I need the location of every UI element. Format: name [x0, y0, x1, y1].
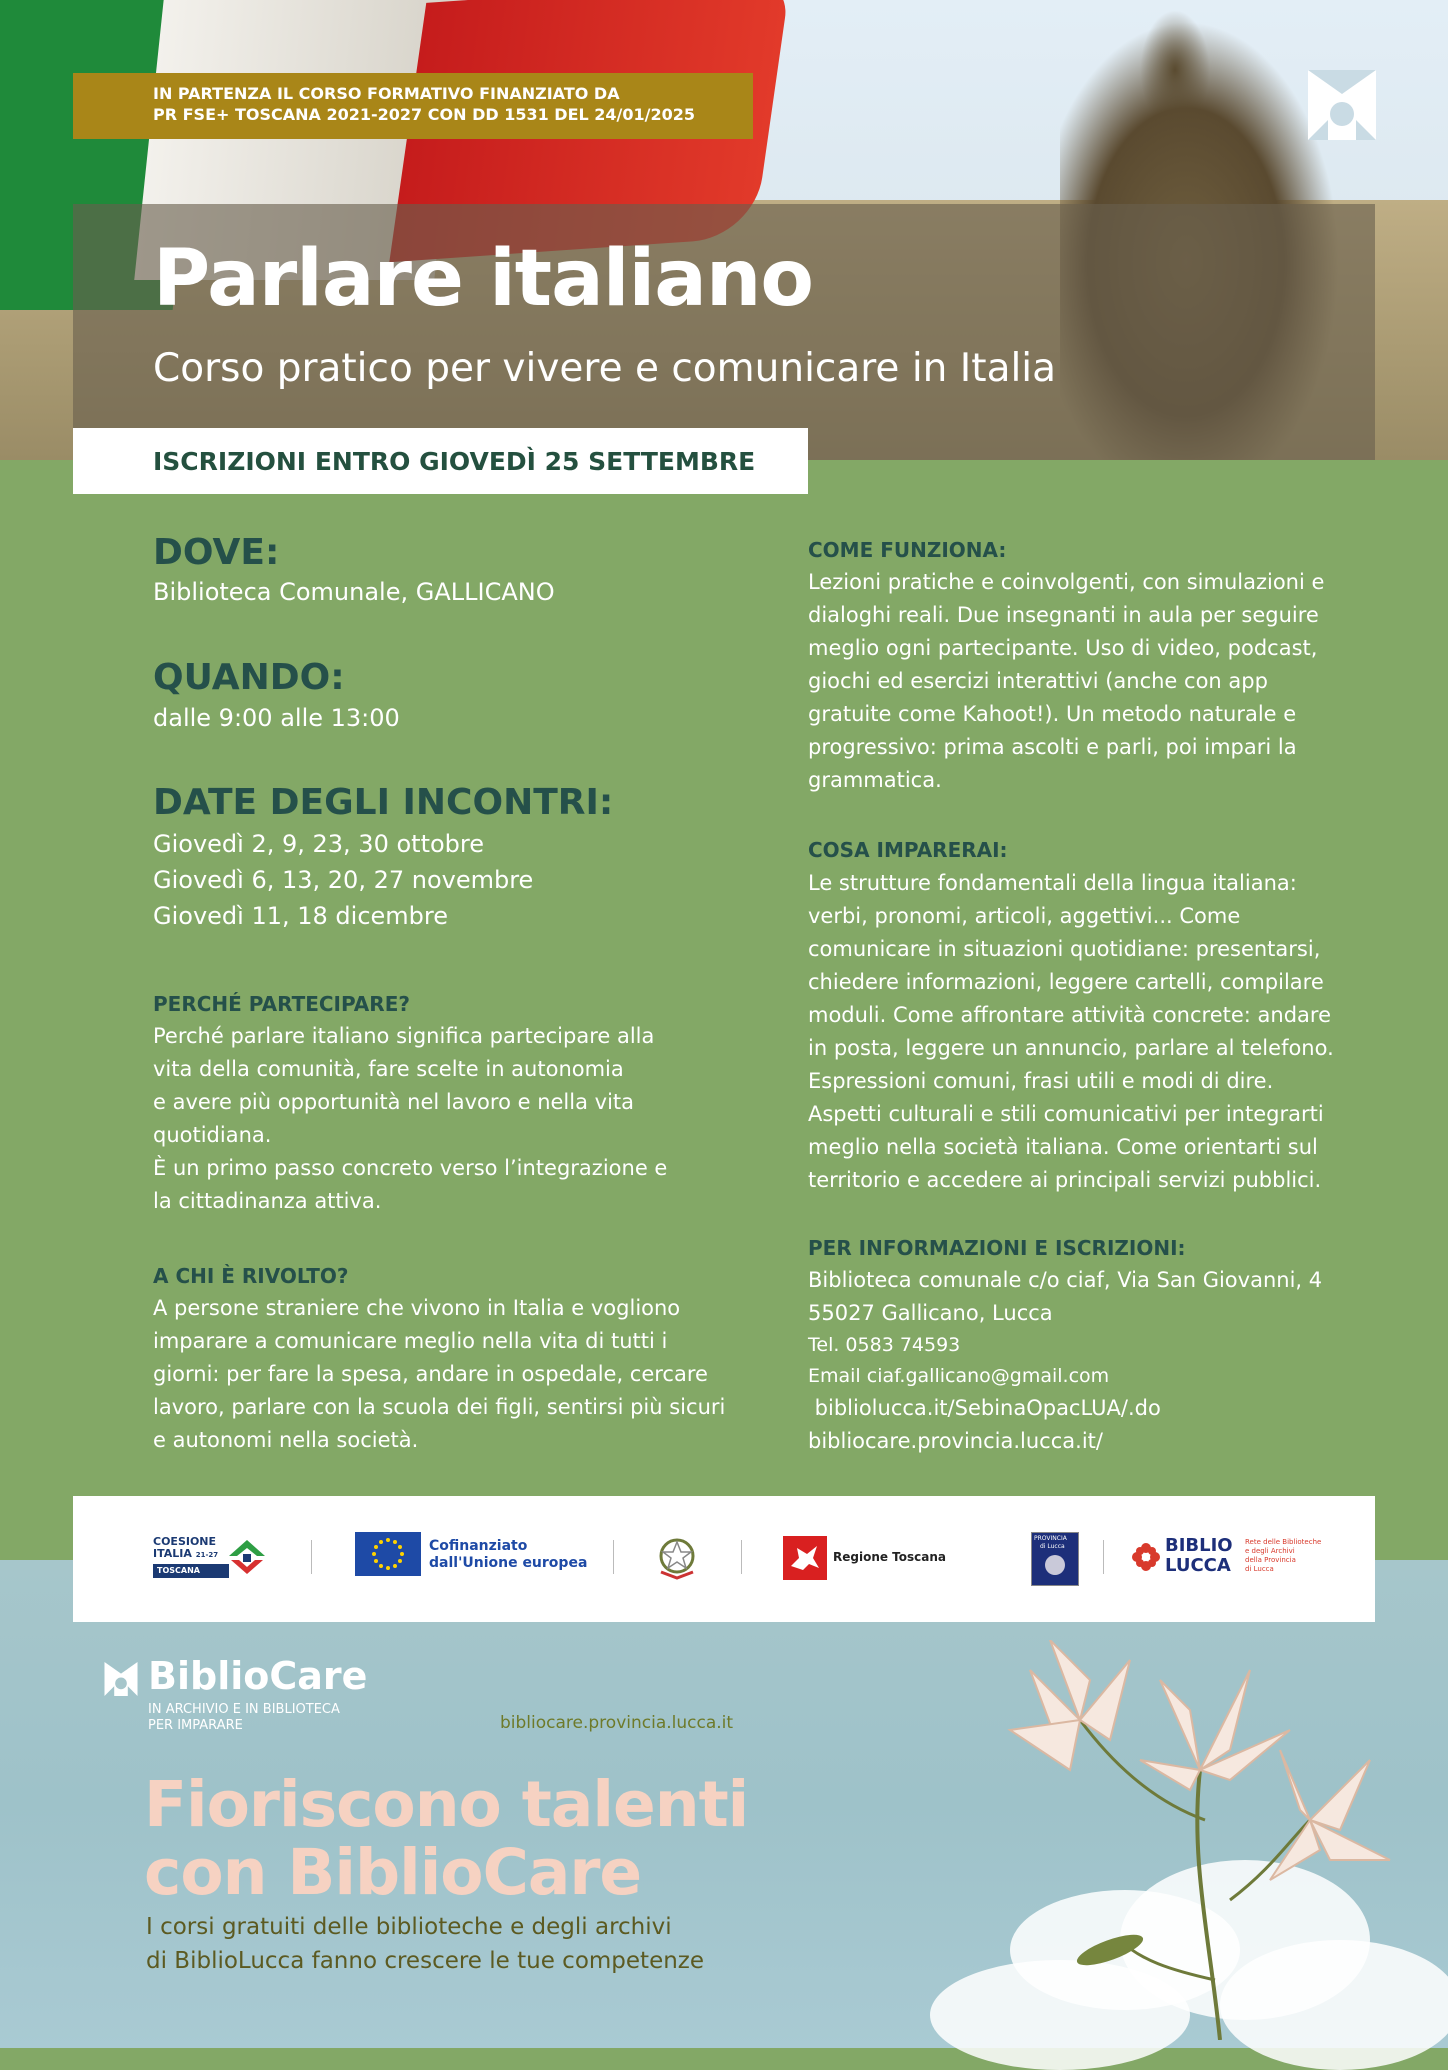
coesione-region: TOSCANA	[153, 1564, 229, 1578]
achi-line: lavoro, parlare con la scuola dei figli, sentirsi più sicuri	[153, 1395, 726, 1419]
info-link-opac[interactable]: bibliolucca.it/SebinaOpacLUA/.do	[808, 1396, 1161, 1420]
slogan-line1: Fioriscono talenti	[144, 1768, 749, 1841]
cosa-line: comunicare in situazioni quotidiane: presentarsi,	[808, 937, 1321, 961]
come-heading: COME FUNZIONA:	[808, 538, 1007, 562]
info-phone: Tel. 0583 74593	[808, 1334, 961, 1356]
come-line: giochi ed esercizi interattivi (anche con app	[808, 669, 1268, 693]
bibliolucca-logo	[1131, 1534, 1331, 1582]
cosa-line: territorio e accedere ai principali servizi pubblici.	[808, 1168, 1322, 1192]
cosa-line: Le strutture fondamentali della lingua italiana:	[808, 871, 1297, 895]
footer-subtitle-line1: I corsi gratuiti delle biblioteche e degli archivi	[146, 1914, 672, 1940]
slogan-line2: con BiblioCare	[144, 1836, 642, 1909]
pegasus-icon	[783, 1536, 827, 1580]
eu-cofinanced-logo	[355, 1532, 588, 1580]
info-address-line1: Biblioteca comunale c/o ciaf, Via San Giovanni, 4	[808, 1268, 1323, 1292]
cosa-line: chiedere informazioni, leggere cartelli, compilare	[808, 970, 1324, 994]
page-title: Parlare italiano	[153, 234, 813, 324]
achi-line: imparare a comunicare meglio nella vita di tutti i	[153, 1329, 668, 1353]
coesione-italia-label: ITALIA	[153, 1547, 192, 1560]
provincia-crest-icon	[1045, 1555, 1065, 1575]
perche-line: vita della comunità, fare scelte in autonomia	[153, 1057, 624, 1081]
come-line: progressivo: prima ascolti e parli, poi impari la	[808, 735, 1297, 759]
achi-text	[153, 1292, 725, 1457]
come-line: Lezioni pratiche e coinvolgenti, con simulazioni e	[808, 570, 1325, 594]
eu-flag-icon	[355, 1532, 421, 1576]
bibliolucca-tagline: della Provincia	[1245, 1556, 1296, 1564]
bibliocare-tagline-2: PER IMPARARE	[148, 1718, 243, 1733]
date-line-november: Giovedì 6, 13, 20, 27 novembre	[153, 866, 534, 894]
dove-heading: DOVE:	[153, 532, 280, 573]
info-link-bibliocare[interactable]: bibliocare.provincia.lucca.it/	[808, 1429, 1103, 1453]
quando-text: dalle 9:00 alle 13:00	[153, 704, 400, 732]
provincia-label: PROVINCIA	[1034, 1535, 1067, 1542]
date-list	[153, 826, 533, 934]
logo-separator	[613, 1540, 614, 1574]
logo-separator	[741, 1540, 742, 1574]
cosa-line: Espressioni comuni, frasi utili e modi di dire.	[808, 1069, 1274, 1093]
logo-separator	[1103, 1540, 1104, 1574]
eu-label-line1: Cofinanziato	[429, 1538, 528, 1554]
come-line: dialoghi reali. Due insegnanti in aula per seguire	[808, 603, 1319, 627]
achi-line: giorni: per fare la spesa, andare in ospedale, cercare	[153, 1362, 708, 1386]
italian-republic-emblem-icon	[655, 1534, 699, 1580]
date-heading: DATE DEGLI INCONTRI:	[153, 782, 614, 823]
cosa-heading: COSA IMPARERAI:	[808, 838, 1008, 862]
perche-heading: PERCHÉ PARTECIPARE?	[153, 992, 410, 1016]
footer-subtitle-line2: di BiblioLucca fanno crescere le tue competenze	[146, 1948, 705, 1974]
cosa-line: meglio nella società italiana. Come orientarti sul	[808, 1135, 1318, 1159]
quando-heading: QUANDO:	[153, 657, 345, 698]
date-line-december: Giovedì 11, 18 dicembre	[153, 902, 448, 930]
come-line: gratuite come Kahoot!). Un metodo naturale e	[808, 702, 1297, 726]
sponsor-logo-strip	[73, 1496, 1375, 1622]
dove-text: Biblioteca Comunale, GALLICANO	[153, 578, 555, 606]
bibliolucca-tagline: e degli Archivi	[1245, 1547, 1295, 1555]
registration-deadline	[73, 428, 808, 494]
provincia-sublabel: di Lucca	[1040, 1543, 1065, 1550]
eu-label-line2: dall'Unione europea	[429, 1555, 588, 1571]
perche-text	[153, 1020, 667, 1218]
perche-line: la cittadinanza attiva.	[153, 1189, 382, 1213]
bibliocare-url[interactable]: bibliocare.provincia.lucca.it	[500, 1713, 734, 1733]
regione-toscana-logo	[783, 1536, 947, 1580]
coesione-label: COESIONE	[153, 1535, 217, 1548]
cosa-line: moduli. Come affrontare attività concrete: andare	[808, 1003, 1331, 1027]
coesione-arrows-icon	[227, 1536, 267, 1578]
bibliolucca-tagline: di Lucca	[1245, 1565, 1274, 1573]
come-line: meglio ogni partecipante. Uso di video, podcast,	[808, 636, 1318, 660]
info-email[interactable]: Email ciaf.gallicano@gmail.com	[808, 1365, 1110, 1387]
book-flowers-illustration	[990, 1640, 1410, 2040]
achi-line: A persone straniere che vivono in Italia e vogliono	[153, 1296, 681, 1320]
cosa-line: verbi, pronomi, articoli, aggettivi... Come	[808, 904, 1241, 928]
logo-separator	[311, 1540, 312, 1574]
bibliolucca-label-line2: LUCCA	[1165, 1555, 1231, 1576]
perche-line: quotidiana.	[153, 1123, 272, 1147]
bibliolucca-label-line1: BIBLIO	[1165, 1535, 1233, 1556]
bibliocare-mark-icon	[104, 1662, 138, 1696]
achi-line: e autonomi nella società.	[153, 1428, 419, 1452]
date-line-october: Giovedì 2, 9, 23, 30 ottobre	[153, 830, 484, 858]
funding-banner-line2: PR FSE+ TOSCANA 2021-2027 CON DD 1531 DEL 24/01/2025	[153, 105, 696, 124]
provincia-lucca-logo	[1031, 1532, 1079, 1586]
achi-heading: A CHI È RIVOLTO?	[153, 1264, 349, 1288]
come-line: grammatica.	[808, 768, 942, 792]
page-subtitle: Corso pratico per vivere e comunicare in Italia	[153, 346, 1057, 391]
flower-icon	[1131, 1542, 1161, 1572]
statue-rider	[1140, 10, 1210, 130]
bibliocare-brand: BiblioCare	[148, 1654, 368, 1698]
perche-line: È un primo passo concreto verso l’integrazione e	[153, 1156, 668, 1180]
cosa-text	[808, 867, 1334, 1197]
info-address-line2: 55027 Gallicano, Lucca	[808, 1301, 1053, 1325]
perche-line: e avere più opportunità nel lavoro e nella vita	[153, 1090, 635, 1114]
funding-banner	[73, 73, 753, 139]
come-text	[808, 566, 1324, 797]
coesione-italia-logo	[153, 1536, 273, 1582]
info-heading: PER INFORMAZIONI E ISCRIZIONI:	[808, 1236, 1186, 1260]
bibliocare-tagline-1: IN ARCHIVIO E IN BIBLIOTECA	[148, 1702, 340, 1717]
registration-deadline-text: ISCRIZIONI ENTRO GIOVEDÌ 25 SETTEMBRE	[153, 446, 756, 476]
info-block	[808, 1264, 1322, 1458]
cosa-line: Aspetti culturali e stili comunicativi per integrarti	[808, 1102, 1324, 1126]
bibliolucca-tagline: Rete delle Biblioteche	[1245, 1538, 1322, 1546]
coesione-years: 21-27	[195, 1551, 219, 1559]
bibliocare-logo-icon	[1308, 70, 1376, 140]
cosa-line: in posta, leggere un annuncio, parlare al telefono.	[808, 1036, 1334, 1060]
regione-toscana-label: Regione Toscana	[833, 1550, 947, 1564]
funding-banner-line1: IN PARTENZA IL CORSO FORMATIVO FINANZIATO DA	[153, 84, 620, 103]
perche-line: Perché parlare italiano significa partecipare alla	[153, 1024, 655, 1048]
